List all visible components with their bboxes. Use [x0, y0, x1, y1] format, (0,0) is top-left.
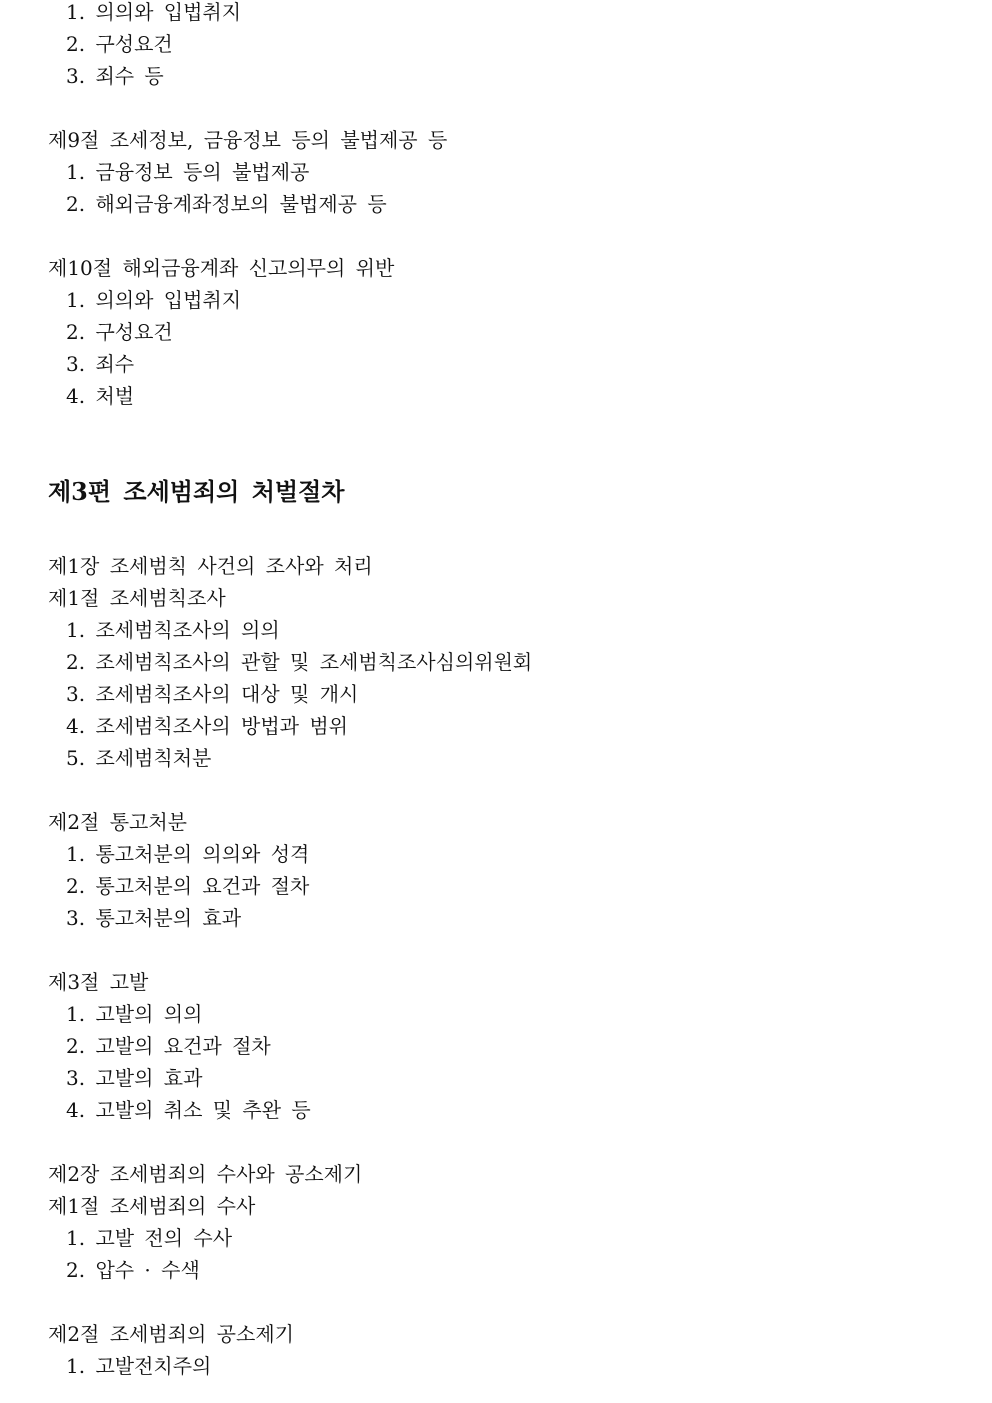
- list-item: 4. 처벌: [66, 384, 135, 408]
- list-item: 1. 고발의 의의: [66, 1002, 203, 1026]
- list-item: 1. 고발전치주의: [66, 1354, 212, 1378]
- list-item: 3. 조세범칙조사의 대상 및 개시: [66, 682, 359, 706]
- chapter-title: 제1장 조세범칙 사건의 조사와 처리: [48, 554, 373, 578]
- list-item: 3. 고발의 효과: [66, 1066, 203, 1090]
- section-heading: 제10절 해외금융계좌 신고의무의 위반: [48, 256, 395, 280]
- section-heading: 제2절 통고처분: [48, 810, 188, 834]
- list-item: 1. 의의와 입법취지: [66, 0, 242, 24]
- list-item: 1. 통고처분의 의의와 성격: [66, 842, 310, 866]
- chapter-title: 제2장 조세범죄의 수사와 공소제기: [48, 1162, 363, 1186]
- section-heading: 제1절 조세범칙조사: [48, 586, 226, 610]
- section-heading: 제2절 조세범죄의 공소제기: [48, 1322, 294, 1346]
- list-item: 3. 통고처분의 효과: [66, 906, 242, 930]
- list-item: 2. 압수 · 수색: [66, 1258, 200, 1282]
- list-item: 1. 의의와 입법취지: [66, 288, 242, 312]
- list-item: 1. 금융정보 등의 불법제공: [66, 160, 310, 184]
- section-heading: 제9절 조세정보, 금융정보 등의 불법제공 등: [48, 128, 448, 152]
- section-heading: 제1절 조세범죄의 수사: [48, 1194, 256, 1218]
- list-item: 2. 해외금융계좌정보의 불법제공 등: [66, 192, 387, 216]
- list-item: 3. 죄수 등: [66, 64, 164, 88]
- list-item: 5. 조세범칙처분: [66, 746, 212, 770]
- list-item: 4. 고발의 취소 및 추완 등: [66, 1098, 311, 1122]
- section-heading: 제3절 고발: [48, 970, 149, 994]
- part-title: 제3편 조세범죄의 처벌절차: [48, 477, 345, 506]
- list-item: 2. 조세범칙조사의 관할 및 조세범칙조사심의위원회: [66, 650, 533, 674]
- list-item: 2. 통고처분의 요건과 절차: [66, 874, 310, 898]
- list-item: 1. 조세범칙조사의 의의: [66, 618, 280, 642]
- list-item: 1. 고발 전의 수사: [66, 1226, 233, 1250]
- list-item: 2. 구성요건: [66, 32, 173, 56]
- list-item: 2. 고발의 요건과 절차: [66, 1034, 271, 1058]
- list-item: 2. 구성요건: [66, 320, 173, 344]
- list-item: 4. 조세범칙조사의 방법과 범위: [66, 714, 348, 738]
- list-item: 3. 죄수: [66, 352, 135, 376]
